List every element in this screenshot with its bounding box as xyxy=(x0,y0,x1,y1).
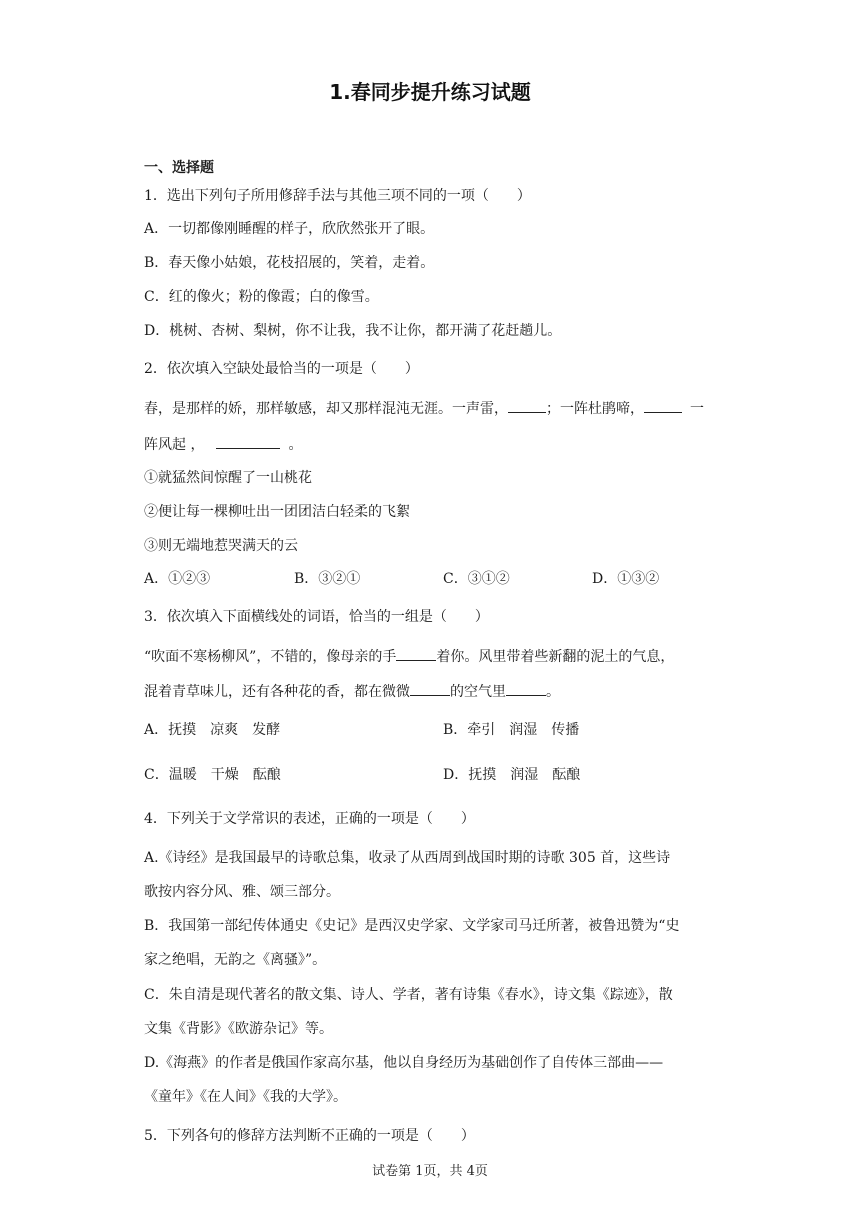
page-title: 1.春同步提升练习试题 xyxy=(329,80,531,104)
passage-text: 着你。风里带着些新翻的泥土的气息， xyxy=(436,649,675,665)
question-1-option-a: A．一切都像刚睡醒的样子，欣欣然张开了眼。 xyxy=(144,221,435,237)
question-4-option-b-line-2: 家之绝唱，无韵之《离骚》”。 xyxy=(144,952,327,968)
question-1-option-c: C．红的像火；粉的像霞；白的像雪。 xyxy=(144,289,379,305)
passage-text: 。 xyxy=(288,437,303,453)
section-heading: 一、选择题 xyxy=(144,160,214,176)
question-2-stem: 2．依次填入空缺处最恰当的一项是（ ） xyxy=(144,361,419,377)
question-4-stem: 4．下列关于文学常识的表述，正确的一项是（ ） xyxy=(144,811,475,827)
question-3-option-a: A．抚摸 凉爽 发酵 xyxy=(144,722,281,738)
question-2-option-a: A．①②③ xyxy=(144,571,211,587)
fill-blank xyxy=(216,434,280,449)
passage-text: 混着青草味儿，还有各种花的香，都在微微 xyxy=(144,684,410,700)
question-2-sentence-3: ③则无端地惹哭满天的云 xyxy=(144,538,298,554)
question-4-option-d-line-1: D.《海燕》的作者是俄国作家高尔基，他以自身经历为基础创作了自传体三部曲—— xyxy=(144,1055,664,1071)
passage-text: “吹面不寒杨柳风”，不错的，像母亲的手 xyxy=(144,649,397,665)
question-1-option-b: B．春天像小姑娘，花枝招展的，笑着，走着。 xyxy=(144,255,435,271)
passage-text: 阵风起 ， xyxy=(144,437,205,453)
question-2-sentence-1: ①就猛然间惊醒了一山桃花 xyxy=(144,470,312,486)
question-2-option-c: C．③①② xyxy=(443,571,510,587)
question-4-option-d-line-2: 《童年》《在人间》《我的大学》。 xyxy=(144,1089,347,1105)
passage-text: 的空气里 xyxy=(450,684,506,700)
passage-text: 一 xyxy=(690,401,704,417)
fill-blank xyxy=(508,398,546,413)
question-4-option-c-line-2: 文集《背影》《欧游杂记》等。 xyxy=(144,1021,333,1037)
fill-blank xyxy=(410,681,450,696)
question-4-option-b-line-1: B．我国第一部纪传体通史《史记》是西汉史学家、文学家司马迁所著，被鲁迅赞为“史 xyxy=(144,918,680,934)
question-2-option-b: B．③②① xyxy=(294,571,361,587)
question-3-passage-line-1 xyxy=(144,646,674,667)
question-3-option-c: C．温暖 干燥 酝酿 xyxy=(144,767,281,783)
question-2-passage-line-2 xyxy=(144,434,302,455)
question-2-sentence-2: ②便让每一棵柳吐出一团团洁白轻柔的飞絮 xyxy=(144,504,410,520)
question-4-option-c-line-1: C．朱自清是现代著名的散文集、诗人、学者，著有诗集《春水》，诗文集《踪迹》，散 xyxy=(144,987,673,1003)
fill-blank xyxy=(644,398,682,413)
question-3-stem: 3．依次填入下面横线处的词语，恰当的一组是（ ） xyxy=(144,609,489,625)
passage-text: ；一阵杜鹃啼， xyxy=(546,401,644,417)
question-4-option-a-line-1: A.《诗经》是我国最早的诗歌总集，收录了从西周到战国时期的诗歌 305 首，这些诗 xyxy=(144,850,671,866)
question-5-stem: 5．下列各句的修辞方法判断不正确的一项是（ ） xyxy=(144,1128,475,1144)
question-1-stem: 1．选出下列句子所用修辞手法与其他三项不同的一项（ ） xyxy=(144,188,531,204)
question-3-passage-line-2 xyxy=(144,681,560,702)
question-2-option-d: D．①③② xyxy=(592,571,660,587)
question-3-option-b: B．牵引 润湿 传播 xyxy=(443,722,580,738)
passage-text: 春，是那样的娇，那样敏感，却又那样混沌无涯。一声雷， xyxy=(144,401,508,417)
question-2-passage-line-1 xyxy=(144,398,704,419)
fill-blank xyxy=(506,681,546,696)
question-3-option-d: D．抚摸 润湿 酝酿 xyxy=(443,767,581,783)
question-1-option-d: D．桃树、杏树、梨树，你不让我，我不让你，都开满了花赶趟儿。 xyxy=(144,323,562,339)
page-footer: 试卷第 1页，共 4页 xyxy=(372,1164,488,1179)
passage-text: 。 xyxy=(546,684,560,700)
question-4-option-a-line-2: 歌按内容分风、雅、颂三部分。 xyxy=(144,884,340,900)
fill-blank xyxy=(396,646,436,661)
